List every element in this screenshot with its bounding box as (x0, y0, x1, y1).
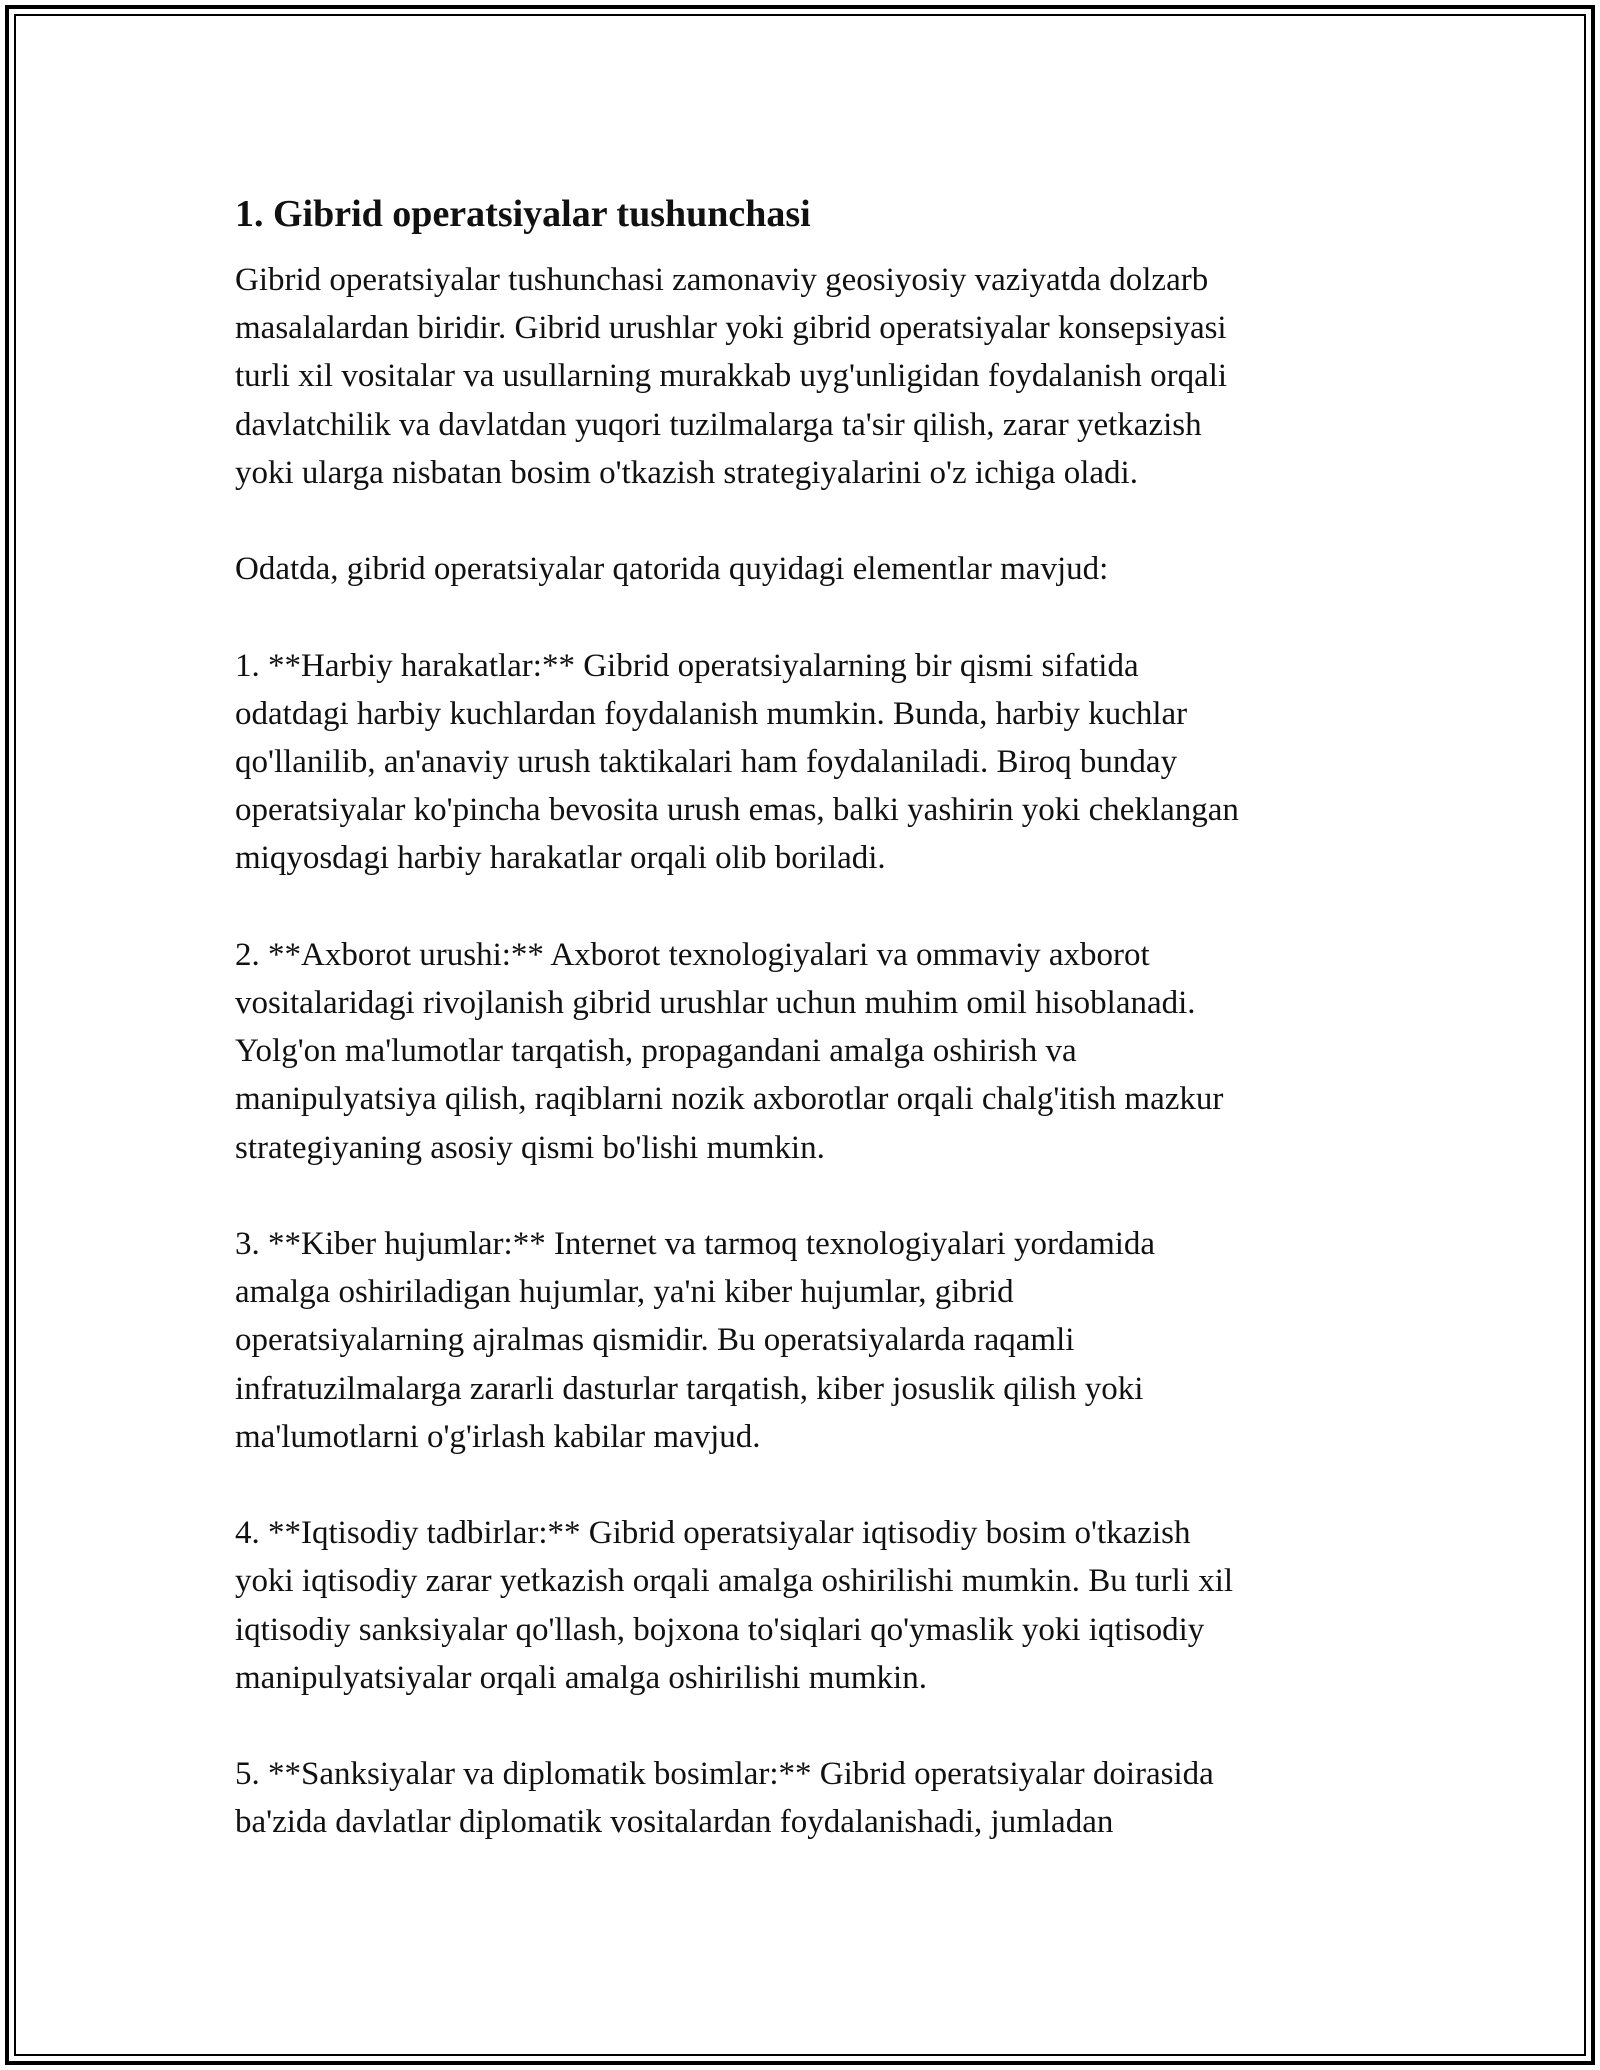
text-line: ba'zida davlatlar diplomatik vositalardan foydalanishadi, jumladan (235, 1804, 1114, 1841)
text-line: operatsiyalar ko'pincha bevosita urush emas, balki yashirin yoki cheklangan (235, 792, 1239, 829)
text-line: iqtisodiy sanksiyalar qo'llash, bojxona to'siqlari qo'ymaslik yoki iqtisodiy (235, 1611, 1205, 1648)
text-line: 3. **Kiber hujumlar:** Internet va tarmoq texnologiyalari yordamida (235, 1226, 1156, 1262)
paragraph-item-military (235, 642, 1365, 883)
paragraph-item-economic-measures (235, 1509, 1365, 1702)
text-line: Odatda, gibrid operatsiyalar qatorida quyidagi elementlar mavjud: (235, 551, 1109, 588)
text-line: davlatchilik va davlatdan yuqori tuzilmalarga ta'sir qilish, zarar yetkazish (235, 406, 1202, 443)
text-line: vositalaridagi rivojlanish gibrid urushlar uchun muhim omil hisoblanadi. (235, 985, 1196, 1021)
paragraph-intro (235, 256, 1365, 497)
text-line: miqyosdagi harbiy harakatlar orqali olib boriladi. (235, 840, 886, 877)
text-line: operatsiyalarning ajralmas qismidir. Bu operatsiyalarda raqamli (235, 1322, 1075, 1359)
text-line: amalga oshiriladigan hujumlar, ya'ni kiber hujumlar, gibrid (235, 1274, 1014, 1311)
paragraph-item-sanctions-diplomacy (235, 1750, 1365, 1846)
paragraph-item-information-war (235, 931, 1365, 1172)
text-line: yoki iqtisodiy zarar yetkazish orqali amalga oshirilishi mumkin. Bu turli xil (235, 1563, 1234, 1600)
text-line: 5. **Sanksiyalar va diplomatik bosimlar:** Gibrid operatsiyalar doirasida (235, 1756, 1214, 1793)
text-line: 1. **Harbiy harakatlar:** Gibrid operatsiyalarning bir qismi sifatida (235, 647, 1139, 684)
paragraph-elements-intro (235, 545, 1365, 593)
text-line: yoki ularga nisbatan bosim o'tkazish strategiyalarini o'z ichiga oladi. (235, 454, 1138, 491)
document-title: 1. Gibrid operatsiyalar tushunchasi (235, 193, 811, 235)
text-line: Gibrid operatsiyalar tushunchasi zamonaviy geosiyosiy vaziyatda dolzarb (235, 262, 1209, 298)
text-line: masalalardan biridir. Gibrid urushlar yoki gibrid operatsiyalar konsepsiyasi (235, 310, 1227, 347)
text-line: manipulyatsiya qilish, raqiblarni nozik axborotlar orqali chalg'itish mazkur (235, 1081, 1224, 1118)
text-line: infratuzilmalarga zararli dasturlar tarqatish, kiber josuslik qilish yoki (235, 1370, 1144, 1407)
text-line: strategiyaning asosiy qismi bo'lishi mumkin. (235, 1129, 825, 1166)
text-line: Yolg'on ma'lumotlar tarqatish, propagandani amalga oshirish va (235, 1033, 1077, 1070)
document-body (235, 186, 1365, 1895)
text-line: qo'llanilib, an'anaviy urush taktikalari ham foydalaniladi. Biroq bunday (235, 744, 1178, 780)
text-line: 4. **Iqtisodiy tadbirlar:** Gibrid operatsiyalar iqtisodiy bosim o'tkazish (235, 1515, 1191, 1552)
paragraph-item-cyber-attacks (235, 1220, 1365, 1461)
text-line: 2. **Axborot urushi:** Axborot texnologiyalari va ommaviy axborot (235, 936, 1150, 973)
text-line: odatdagi harbiy kuchlardan foydalanish mumkin. Bunda, harbiy kuchlar (235, 695, 1188, 732)
text-line: ma'lumotlarni o'g'irlash kabilar mavjud. (235, 1418, 761, 1455)
text-line: turli xil vositalar va usullarning murakkab uyg'unligidan foydalanish orqali (235, 358, 1228, 395)
text-line: manipulyatsiyalar orqali amalga oshirilishi mumkin. (235, 1659, 927, 1696)
